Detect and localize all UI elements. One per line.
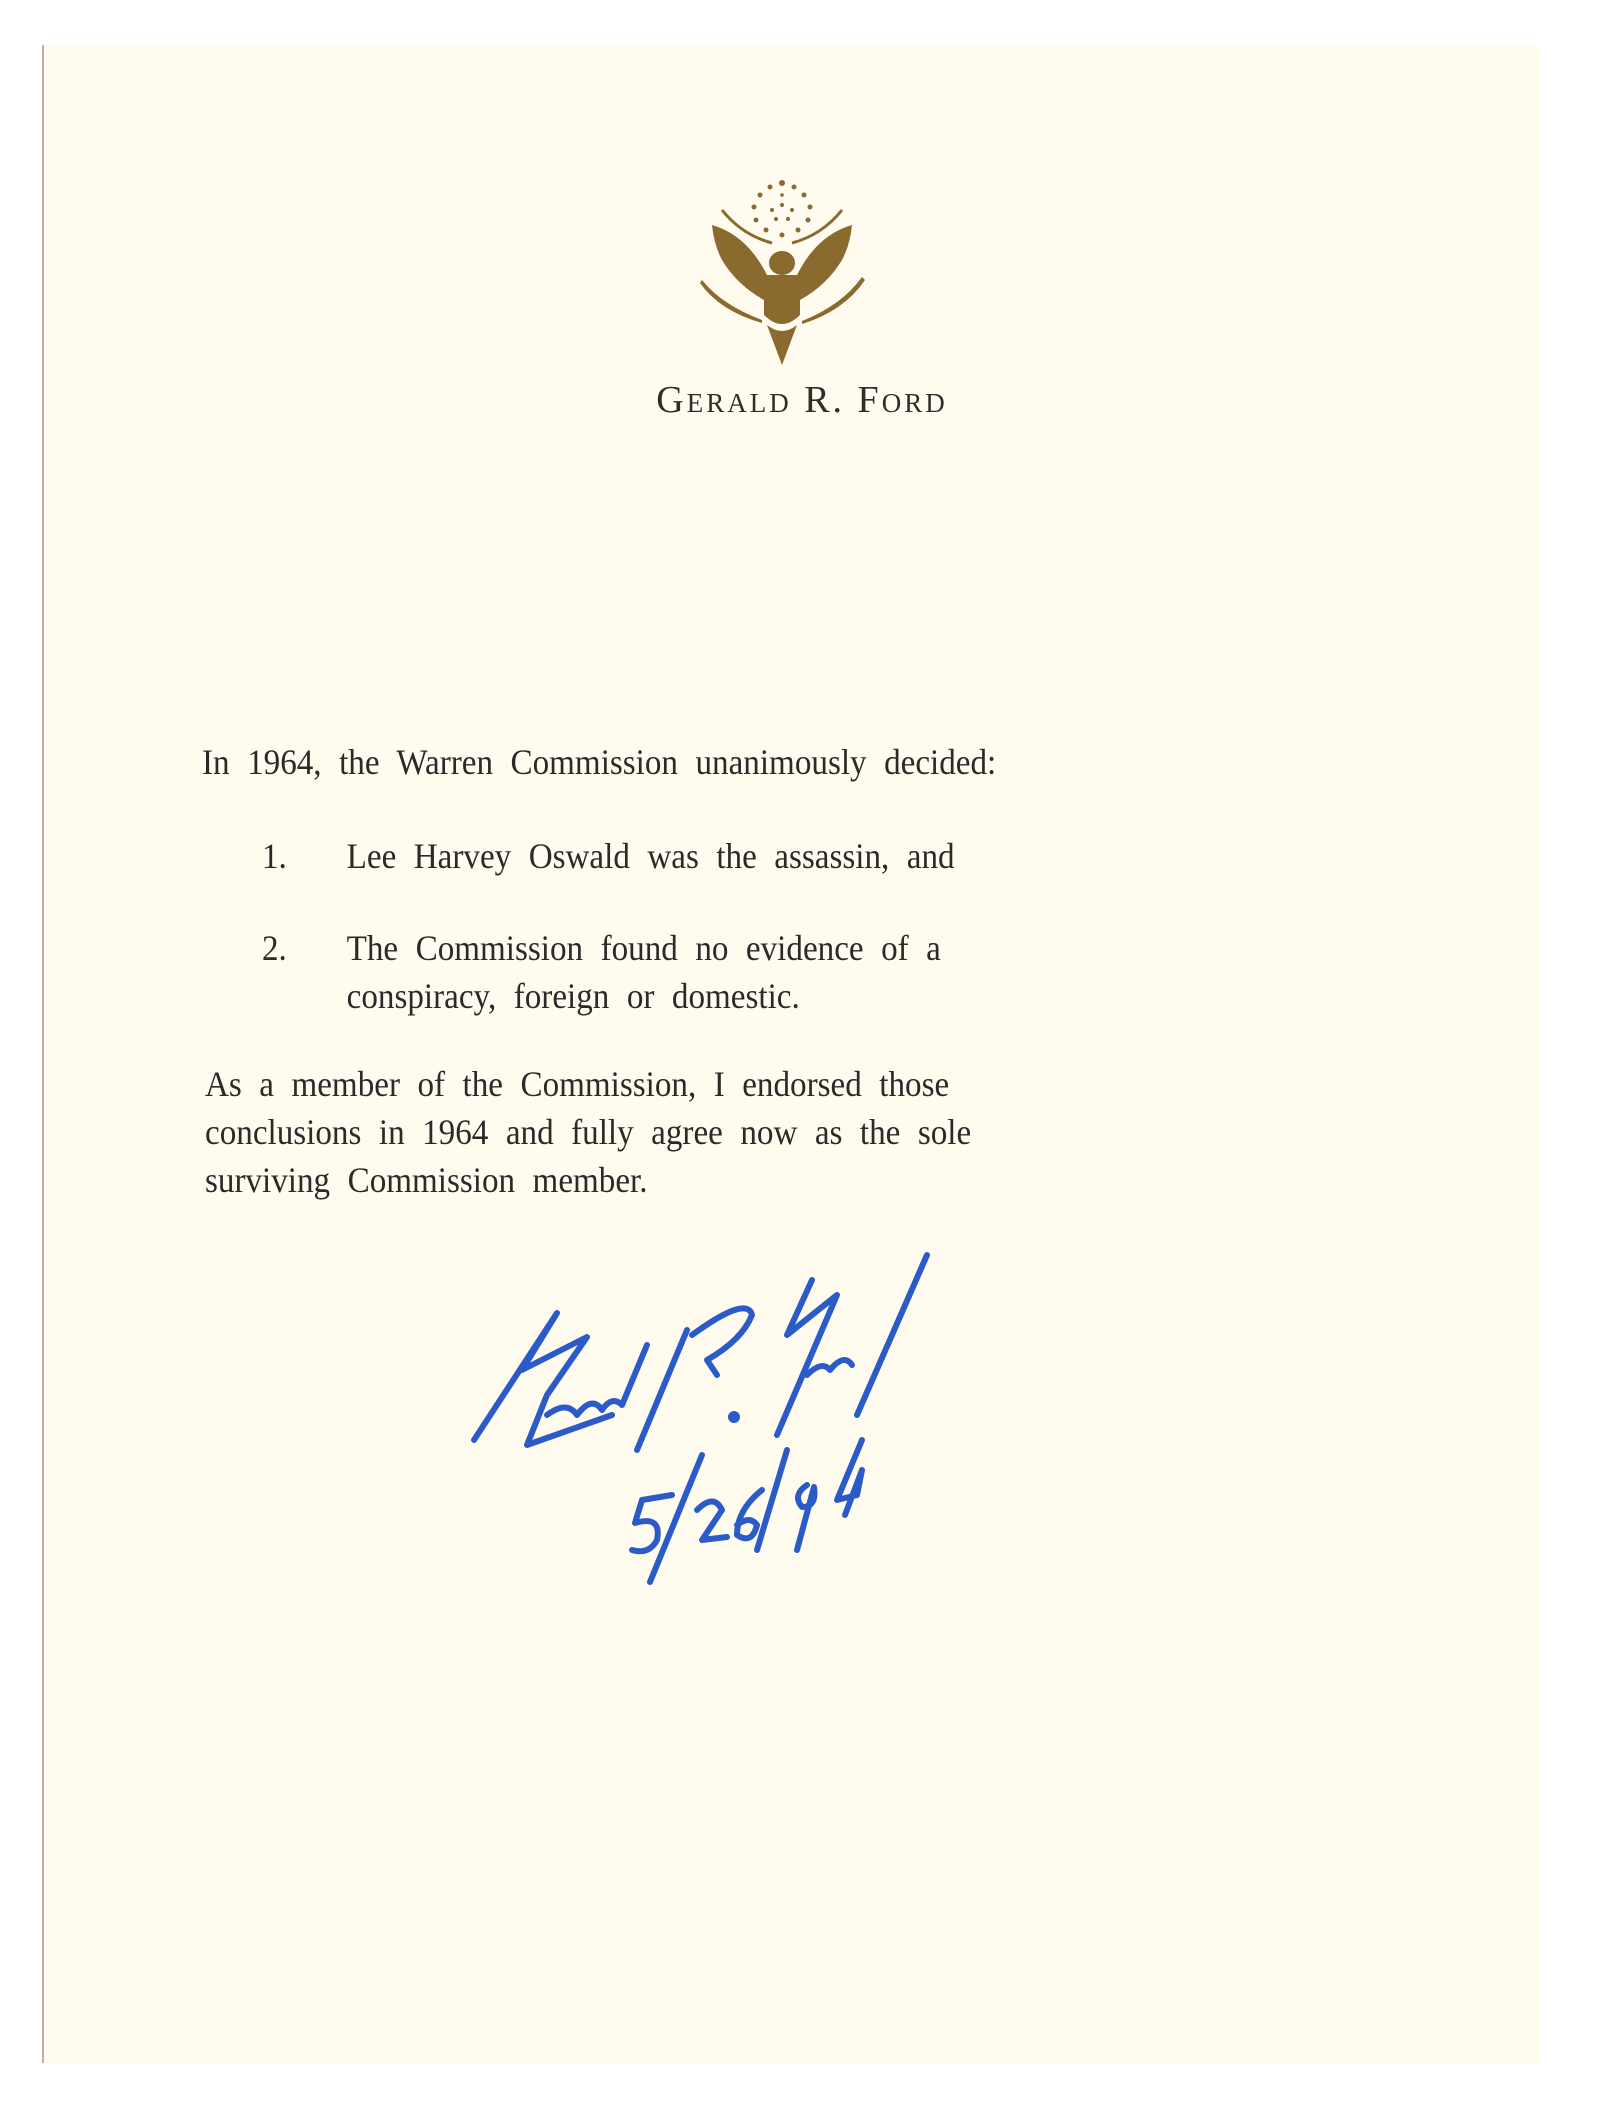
list-item <box>262 832 955 880</box>
list-item-text: Lee Harvey Oswald was the assassin, and <box>346 836 955 876</box>
list-item-number: 1. <box>262 836 287 876</box>
intro-paragraph: In 1964, the Warren Commission unanimously decided: <box>202 742 997 782</box>
closing-line: As a member of the Commission, I endorsed those <box>205 1064 950 1104</box>
closing-line: surviving Commission member. <box>205 1160 648 1200</box>
closing-line: conclusions in 1964 and fully agree now as the sole <box>205 1112 972 1152</box>
letterhead-name: Gerald R. Ford <box>656 379 948 421</box>
list-item-text-line: conspiracy, foreign or domestic. <box>346 976 800 1016</box>
great-seal-eagle-icon <box>692 165 872 375</box>
handwritten-signature <box>452 1225 1152 1605</box>
list-item-text-line: The Commission found no evidence of a <box>346 928 941 968</box>
list-item <box>262 924 941 1020</box>
list-item-number: 2. <box>262 928 287 968</box>
letter-paper <box>42 45 1539 2063</box>
closing-paragraph <box>205 1060 971 1204</box>
